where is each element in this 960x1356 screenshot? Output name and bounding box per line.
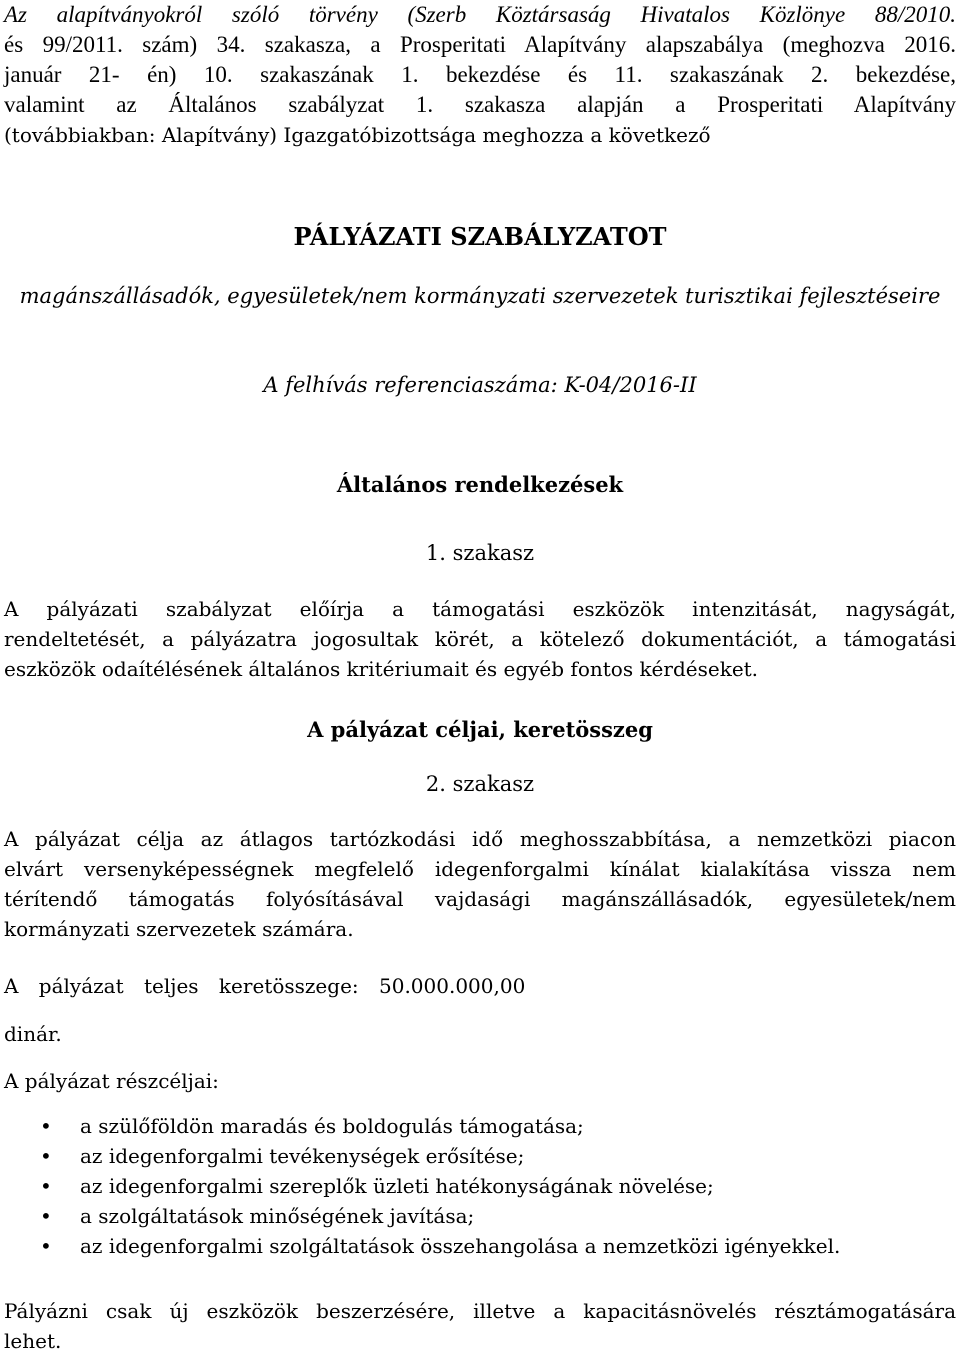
paragraph-line: A pályázat célja az átlagos tartózkodási idő meghosszabbítása, a nemzetközi piacon: [4, 827, 956, 851]
paragraph-line: elvárt versenyképességnek megfelelő idegenforgalmi kínálat kialakítása vissza nem: [4, 857, 956, 881]
preamble-line: (továbbiakban: Alapítvány) Igazgatóbizottsága meghozza a következő: [4, 123, 711, 147]
paragraph-line: Pályázni csak új eszközök beszerzésére, illetve a kapacitásnövelés résztámogatására: [4, 1299, 956, 1323]
page-title: PÁLYÁZATI SZABÁLYZATOT: [293, 222, 667, 251]
page-subtitle: magánszállásadók, egyesületek/nem kormányzati szervezetek turisztikai fejlesztéseire: [19, 284, 941, 308]
bullet-icon: •: [40, 1204, 52, 1228]
paragraph-line: kormányzati szervezetek számára.: [4, 917, 354, 941]
subgoals-list: [4, 1111, 956, 1261]
paragraph-line: lehet.: [4, 1329, 62, 1353]
list-item: • a szolgáltatások minőségének javítása;: [4, 1201, 956, 1231]
bullet-icon: •: [40, 1174, 52, 1198]
bullet-icon: •: [40, 1114, 52, 1138]
preamble-line: Az alapítványokról szóló törvény (Szerb Köztársaság Hivatalos Közlönye 88/2010.: [4, 2, 956, 27]
budget-currency: dinár.: [4, 1022, 62, 1046]
list-item: • az idegenforgalmi szolgáltatások összehangolása a nemzetközi igényekkel.: [4, 1231, 956, 1261]
paragraph-line: A pályázati szabályzat előírja a támogatási eszközök intenzitását, nagyságát,: [4, 597, 956, 621]
section-heading-goals: A pályázat céljai, keretösszeg: [307, 717, 653, 742]
paragraph-line: rendeltetését, a pályázatra jogosultak körét, a kötelező dokumentációt, a támogatási: [4, 627, 956, 651]
closing-paragraph: [4, 1296, 956, 1356]
reference-number: A felhívás referenciaszáma: K-04/2016-II: [263, 373, 697, 397]
section-heading-general: Általános rendelkezések: [336, 472, 624, 497]
paragraph-line: eszközök odaítélésének általános kritériumait és egyéb fontos kérdéseket.: [4, 657, 759, 681]
budget-line: A pályázat teljes keretösszege: 50.000.000,00: [4, 974, 526, 998]
list-item: • az idegenforgalmi tevékenységek erősítése;: [4, 1141, 956, 1171]
section-number-1: 1. szakasz: [425, 541, 535, 565]
preamble-line: és 99/2011. szám) 34. szakasza, a Prosperitati Alapítvány alapszabálya (meghozva 2016.: [4, 32, 956, 57]
preamble-line: valamint az Általános szabályzat 1. szakasza alapján a Prosperitati Alapítvány: [4, 92, 956, 117]
subgoals-label: A pályázat részcéljai:: [4, 1069, 219, 1093]
list-item: • az idegenforgalmi szereplők üzleti hatékonyságának növelése;: [4, 1171, 956, 1201]
bullet-icon: •: [40, 1144, 52, 1168]
preamble: [4, 0, 956, 150]
section-2-paragraph: [4, 824, 956, 944]
list-item: • a szülőföldön maradás és boldogulás támogatása;: [4, 1111, 956, 1141]
paragraph-line: térítendő támogatás folyósításával vajdasági magánszállásadók, egyesületek/nem: [4, 887, 956, 911]
section-1-paragraph: [4, 594, 956, 684]
preamble-line: január 21- én) 10. szakaszának 1. bekezdése és 11. szakaszának 2. bekezdése,: [4, 62, 956, 87]
bullet-icon: •: [40, 1234, 52, 1258]
section-number-2: 2. szakasz: [425, 772, 535, 796]
